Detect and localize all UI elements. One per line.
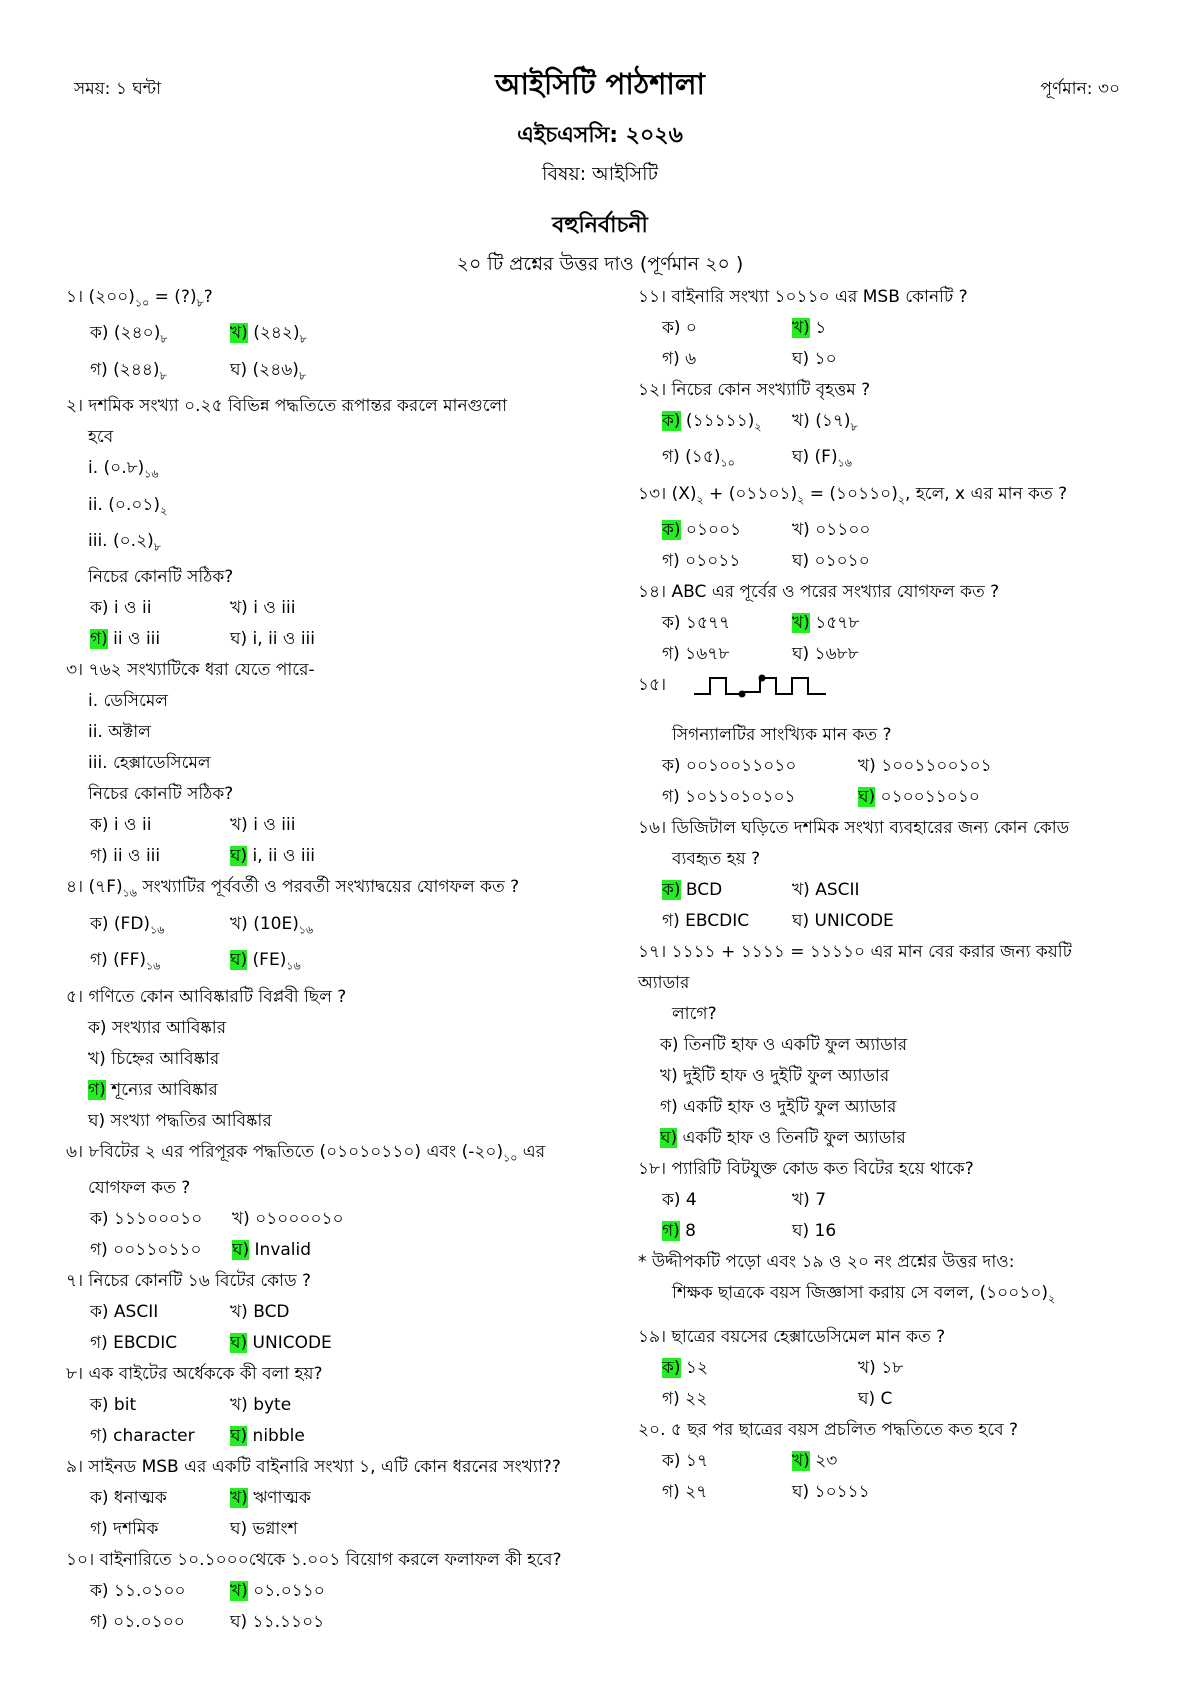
digital-signal-diagram [692,670,832,700]
question-11: ১১। বাইনারি সংখ্যা ১০১১০ এর MSB কোনটি ? [638,287,968,307]
option: খ) i ও iii [230,815,296,836]
option-correct: ঘ) UNICODE [230,1332,332,1353]
question-15: ১৫। [638,670,1138,720]
option-correct: খ) ১৫৭৮ [792,613,860,634]
instruction: ২০ টি প্রশ্নের উত্তর দাও (পূর্ণমান ২০ ) [456,253,744,275]
question-12-options-2 [638,442,1138,478]
question-16-cont: ব্যবহৃত হয় ? [672,849,761,870]
question-10-options [66,1576,646,1607]
option: ক) ১১.০১০০ [90,1580,186,1601]
question-20-options-2 [638,1477,1138,1508]
option: ঘ) C [858,1389,893,1410]
option: খ) দুইটি হাফ ও দুইটি ফুল অ্যাডার [660,1066,890,1087]
option: খ) $(10E)_{১৬}$ [230,913,314,937]
option: ক) $(২৪০)_৮$ [90,323,168,346]
question-6: ৬। ৮বিটের ২ এর পরিপূরক পদ্ধতিতে (০১০১০১১০) এবং $(-২০)_{১০}$ এর [66,1141,546,1164]
question-13: ১৩। $(X)_২$ + $(০১১০১)_২$ = $(১০১১০)_২$, হলে, x এর মান কত ? [638,483,1068,507]
question-11-options [638,313,1138,344]
option-correct: ঘ) $(FE)_{১৬}$ [230,950,301,973]
option: ক) ASCII [90,1301,159,1322]
question-20: ২০. ৫ ছর পর ছাত্রের বয়স প্রচলিত পদ্ধতিতে কত হবে ? [638,1420,1018,1441]
question-18: ১৮। প্যারিটি বিটযুক্ত কোড কত বিটের হয়ে থাকে? [638,1159,974,1180]
question-18-options [638,1185,1138,1216]
option-correct: গ) 8 [662,1221,697,1242]
option: ক) bit [90,1394,137,1415]
option: ঘ) 16 [792,1221,837,1242]
question-8-options [66,1390,646,1421]
question-3-options [66,810,646,841]
option: ক) ১৭ [662,1451,709,1472]
question-8-options-2 [66,1421,646,1452]
question-2-cont: হবে [88,427,114,448]
statement-iii: iii. হেক্সাডেসিমেল [88,753,211,774]
question-15-options [638,751,1138,782]
option: ক) ১১১০০০১০ [90,1208,203,1229]
question-12-options [638,406,1138,442]
question-19: ১৯। ছাত্রের বয়সের হেক্সাডেসিমেল মান কত ? [638,1327,946,1348]
question-3-options-2 [66,841,646,872]
question-6-cont: যোগফল কত ? [88,1177,191,1198]
question-2-options [66,593,646,624]
question-16-options [638,875,1138,906]
question-16: ১৬। ডিজিটাল ঘড়িতে দশমিক সংখ্যা ব্যবহারের জন্য কোন কোড [638,818,1070,839]
option: ঘ) ১১.১১০১ [230,1611,325,1632]
option-correct: ঘ) একটি হাফ ও তিনটি ফুল অ্যাডার [660,1128,906,1149]
option: গ) ১০১১০১০১০১ [662,787,796,808]
subject-title: বিষয়: আইসিটি [542,163,658,185]
statement-i: i. $(০.৮)_{১৬}$ [88,458,159,481]
statement-iii: iii. $(০.২)_৮$ [88,530,161,554]
question-2: ২। দশমিক সংখ্যা ০.২৫ বিভিন্ন পদ্ধতিতে রূপান্তর করলে মানগুলো [66,396,508,417]
option: ক) $(FD)_{১৬}$ [90,913,165,937]
option: ক) তিনটি হাফ ও একটি ফুল অ্যাডার [660,1035,908,1056]
question-1-options-2 [66,355,646,391]
option-correct: খ) ০১.০১১০ [230,1580,325,1601]
question-13-options [638,515,1138,546]
question-19-options [638,1353,1138,1384]
option-correct: খ) ঋণাত্মক [230,1487,311,1508]
question-6-options-2 [66,1235,646,1266]
exam-title: এইচএসসি: ২০২৬ [517,123,683,148]
question-19-options-2 [638,1384,1138,1415]
option: গ) ০১.০১০০ [90,1611,185,1632]
question-4: ৪। $(৭F)_{১৬}$ সংখ্যাটির পূর্ববর্তী ও পরবর্তী সংখ্যাদ্বয়ের যোগফল কত ? [66,877,520,900]
statement-ii: ii. $(০.০১)_২$ [88,494,168,517]
question-18-options-2 [638,1216,1138,1247]
left-column [66,282,646,1638]
option: ঘ) ১৬৮৮ [792,644,859,665]
option-correct: খ) ২৩ [792,1451,838,1472]
option: গ) ii ও iii [90,846,161,867]
question-11-options-2 [638,344,1138,375]
option: গ) character [90,1425,195,1446]
stimulus-text: শিক্ষক ছাত্রকে বয়স জিজ্ঞাসা করায় সে বলল, $(১০০১০)_২$ [672,1283,1056,1306]
option-correct: খ) $(২৪২)_৮$ [230,323,307,346]
option-correct: ঘ) Invalid [232,1239,312,1260]
option: গ) ৬ [662,349,697,369]
statement-i: i. ডেসিমেল [88,691,168,712]
question-17-cont-2: লাগে? [672,1004,717,1025]
option: ক) 4 [662,1190,697,1211]
option: খ) byte [230,1394,292,1415]
question-10-options-2 [66,1607,646,1638]
option: গ) ২২ [662,1389,708,1410]
option: ক) ০০১০০১১০১০ [662,756,797,777]
option-correct: ঘ) ০১০০১১০১০ [858,787,980,808]
option: খ) চিহ্নের আবিষ্কার [88,1048,220,1069]
school-title: আইসিটি পাঠশালা [495,67,705,101]
question-14: ১৪। ABC এর পূর্বের ও পরের সংখ্যার যোগফল কত ? [638,582,1000,603]
option-correct: ক) ০১০০১ [662,520,742,541]
question-1-options [66,318,646,354]
option: খ) BCD [230,1301,290,1322]
question-3-ask: নিচের কোনটি সঠিক? [88,784,234,805]
question-15-options-2 [638,782,1138,813]
question-9-options-2 [66,1514,646,1545]
option: গ) দশমিক [90,1518,159,1539]
option: গ) ১৬৭৮ [662,644,730,665]
question-7: ৭। নিচের কোনটি ১৬ বিটের কোড ? [66,1270,312,1291]
option: গ) EBCDIC [90,1332,178,1353]
question-13-options-2 [638,546,1138,577]
option-correct: গ) শূন্যের আবিষ্কার [88,1079,218,1100]
option: ঘ) ভগ্নাংশ [230,1518,298,1539]
option: ঘ) ০১০১০ [792,551,870,572]
option: ঘ) ১০ [792,349,837,369]
option: খ) ASCII [792,880,860,901]
option-correct: খ) ১ [792,318,827,338]
option: গ) $(FF)_{১৬}$ [90,950,161,973]
option: ক) ১৫৭৭ [662,613,731,634]
question-8: ৮। এক বাইটের অর্ধেককে কী বলা হয়? [66,1363,323,1384]
question-4-options [66,909,646,945]
option: খ) i ও iii [230,598,296,619]
question-14-options [638,608,1138,639]
question-5: ৫। গণিতে কোন আবিষ্কারটি বিপ্লবী ছিল ? [66,986,347,1007]
option: গ) ০০১১০১১০ [90,1239,202,1260]
option-correct: গ) ii ও iii [90,629,161,650]
option-correct: ক) ১২ [662,1358,709,1379]
option: খ) ১৮ [858,1358,904,1379]
question-7-options [66,1297,646,1328]
option: ঘ) সংখ্যা পদ্ধতির আবিষ্কার [88,1110,272,1131]
option: গ) EBCDIC [662,911,750,932]
question-17-cont: অ্যাডার [638,973,690,994]
section-title: বহুনির্বাচনী [552,213,648,238]
question-1: ১। $(২০০)_{১০}$ = $(?)_৮$? [66,287,213,310]
statement-ii: ii. অক্টাল [88,722,151,743]
option: ক) ধনাত্মক [90,1487,167,1508]
option-correct: ক) BCD [662,880,723,901]
question-14-options-2 [638,639,1138,670]
option: গ) একটি হাফ ও দুইটি ফুল অ্যাডার [660,1097,897,1118]
option: ক) i ও ii [90,598,152,619]
question-2-ask: নিচের কোনটি সঠিক? [88,567,234,588]
right-column [638,282,1138,1508]
question-2-options-2 [66,624,646,655]
option: খ) ১০০১১০০১০১ [858,756,992,777]
option: খ) $(১৭)_৮$ [792,411,858,434]
time-label: সময়: ১ ঘন্টা [74,79,162,99]
option-correct: ক) $(১১১১১)_২$ [662,411,762,434]
option-correct: ঘ) nibble [230,1425,305,1446]
question-10: ১০। বাইনারিতে ১০.১০০০থেকে ১.০০১ বিয়োগ করলে ফলাফল কী হবে? [66,1549,562,1570]
question-9-options [66,1483,646,1514]
option: গ) ০১০১১ [662,551,741,572]
question-20-options [638,1446,1138,1477]
option: ঘ) UNICODE [792,911,894,932]
option: ঘ) i, ii ও iii [230,629,316,650]
marks-label: পূর্ণমান: ৩০ [1040,79,1120,99]
option: ক) ০ [662,318,697,338]
option: ঘ) $(F)_{১৬}$ [792,447,852,470]
option-correct: ঘ) i, ii ও iii [230,846,316,867]
option: ঘ) ১০১১১ [792,1482,870,1503]
option: খ) 7 [792,1190,827,1211]
question-7-options-2 [66,1328,646,1359]
stimulus-instruction: * উদ্দীপকটি পড়ো এবং ১৯ ও ২০ নং প্রশ্নের উত্তর দাও: [638,1252,1015,1273]
question-3: ৩। ৭৬২ সংখ্যাটিকে ধরা যেতে পারে- [66,660,315,681]
option: গ) $(২৪৪)_৮$ [90,359,167,383]
question-6-options [66,1204,646,1235]
option: গ) ২৭ [662,1482,708,1503]
question-16-options-2 [638,906,1138,937]
option: ঘ) $(২৪৬)_৮$ [230,359,307,383]
question-12: ১২। নিচের কোন সংখ্যাটি বৃহত্তম ? [638,380,871,400]
question-17: ১৭। ১১১১ + ১১১১ = ১১১১০ এর মান বের করার জন্য কয়টি [638,942,1072,963]
question-15-ask: সিগন্যালটির সাংখ্যিক মান কত ? [672,725,892,746]
option: ক) i ও ii [90,815,152,836]
option: গ) $(১৫)_{১০}$ [662,447,735,470]
option: খ) ০১০০০০১০ [232,1208,344,1229]
option: খ) ০১১০০ [792,520,871,541]
option: ক) সংখ্যার আবিষ্কার [88,1017,227,1038]
question-9: ৯। সাইনড MSB এর একটি বাইনারি সংখ্যা ১, এটি কোন ধরনের সংখ্যা?? [66,1456,561,1477]
question-4-options-2 [66,945,646,981]
